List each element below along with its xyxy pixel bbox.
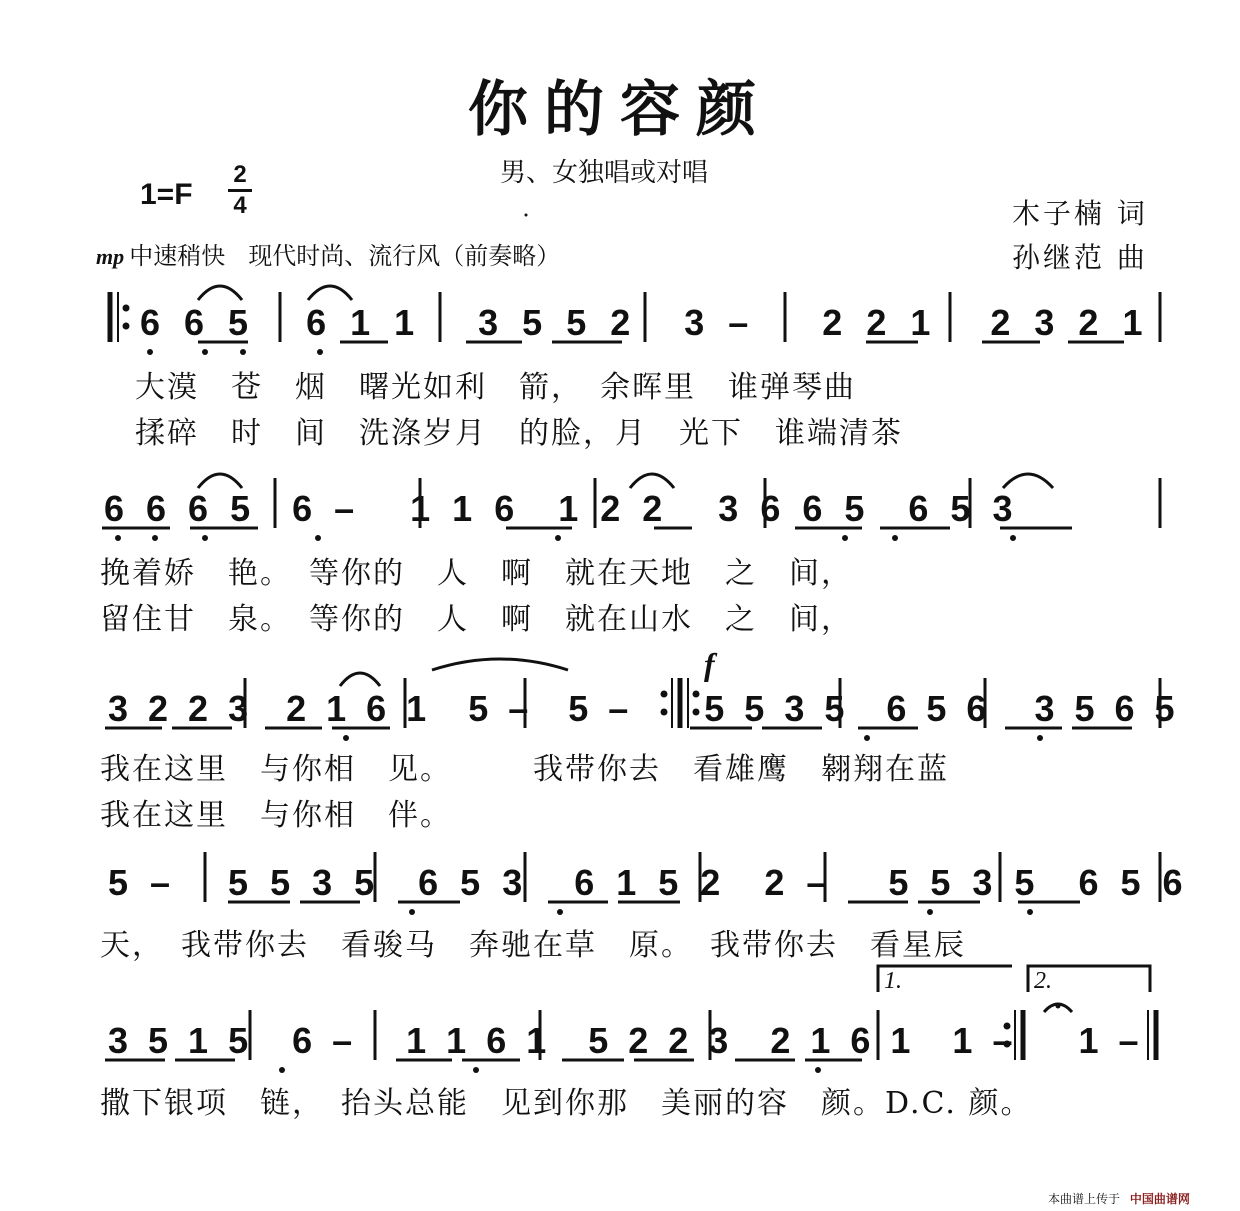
song-subtitle: 男、女独唱或对唱 [500, 158, 709, 188]
lyrics-line-1-verse-2: 揉碎 时 间 洗涤岁月 的脸，月 光下 谁端清茶 [135, 416, 903, 451]
volta-first-ending: 1. [884, 968, 902, 994]
lyricist-credit: 木子楠 词 [1012, 197, 1148, 230]
lyrics-line-1-verse-1: 大漠 苍 烟 曙光如利 箭， 余晖里 谁弹琴曲 [135, 370, 856, 405]
volta-second-ending: 2. [1034, 968, 1052, 994]
notes-line-3: 3 2 2 3 2 1 6 1 5 – 5 – 5 5 3 5 6 5 6 3 5 6 5 [108, 688, 1175, 729]
footer-upload-label: 本曲谱上传于 [1048, 1192, 1121, 1206]
footer-upload-text [1048, 1190, 1190, 1207]
style-marking: 现代时尚、流行风（前奏略） [248, 242, 561, 270]
lyrics-line-5-verse-1: 撒下银项 链， 抬头总能 见到你那 美丽的容 颜。D.C. 颜。 [100, 1086, 1033, 1121]
dynamic-marking-forte: f [704, 646, 715, 682]
tempo-marking: 中速稍快 [129, 242, 226, 270]
notes-line-2: 6 6 6 5 6 – 1 1 6 1 2 2 3 6 6 5 6 5 3 [104, 488, 1013, 529]
time-signature-bottom: 4 [233, 192, 247, 219]
notes-line-1: 6 6 5 6 1 1 3 5 5 2 3 – 2 2 1 2 3 2 1 [140, 302, 1143, 343]
key-signature: 1=F [140, 178, 193, 211]
time-signature-top: 2 [233, 161, 247, 188]
notes-line-5: 3 5 1 5 6 – 1 1 6 1 5 2 2 3 2 1 6 1 1 – 1 – [108, 1020, 1139, 1061]
lyrics-line-2-verse-1: 挽着娇 艳。 等你的 人 啊 就在天地 之 间， [100, 556, 853, 591]
lyrics-line-3-verse-1: 我在这里 与你相 见。 我带你去 看雄鹰 翱翔在蓝 [100, 752, 949, 787]
lyrics-line-2-verse-2: 留住甘 泉。 等你的 人 啊 就在山水 之 间， [100, 602, 853, 637]
site-logo[interactable]: 中国曲谱网 [1129, 1192, 1190, 1206]
lyrics-line-3-verse-2: 我在这里 与你相 伴。 [100, 798, 452, 833]
song-title: 你的容颜 [468, 75, 772, 145]
lyrics-line-4-verse-1: 天， 我带你去 看骏马 奔驰在草 原。 我带你去 看星辰 [100, 928, 966, 963]
composer-credit: 孙继范 曲 [1012, 241, 1148, 274]
notes-line-4: 5 – 5 5 3 5 6 5 3 6 1 5 2 2 – 5 5 3 5 6 5 6 [108, 862, 1183, 903]
dynamic-marking-start: mp [96, 244, 125, 269]
